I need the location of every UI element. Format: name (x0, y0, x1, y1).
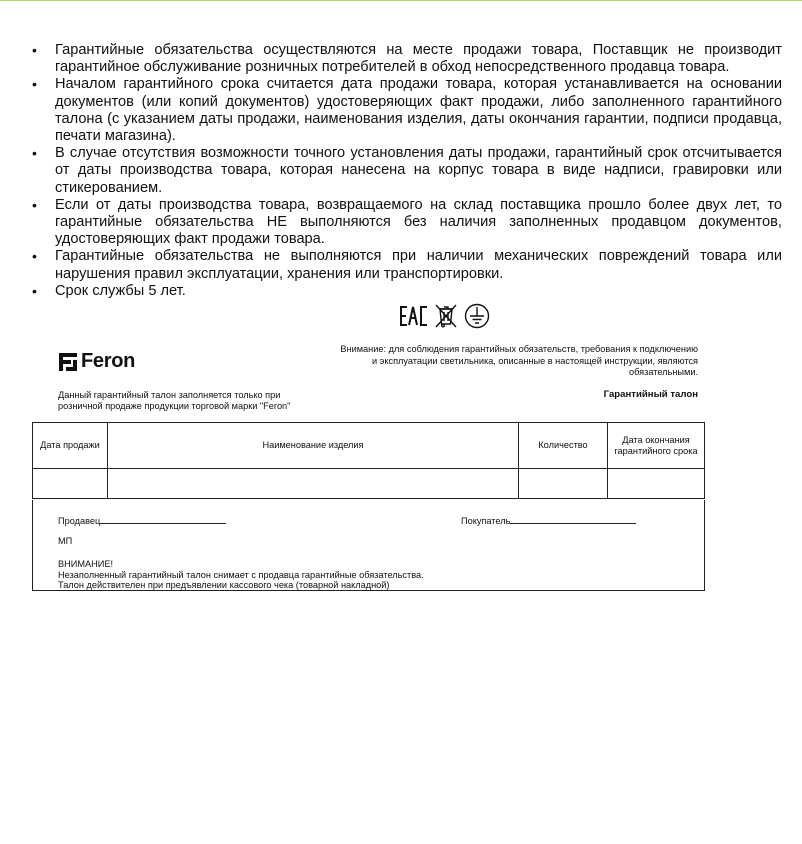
attention-line-2: и эксплуатации светильника, описанные в настоящей инструкции, являются обязательными. (371, 355, 698, 378)
warning-title: ВНИМАНИЕ! (58, 559, 114, 569)
attention-line-1: Внимание: для соблюдения гарантийных обязательств, требования к подключению (340, 344, 698, 354)
list-item: • Гарантийные обязательства не выполняются при наличии механических повреждений товара или нарушения правил эксплуатации, хранения или транспортировки. (28, 248, 782, 282)
seller-signature-line[interactable] (100, 514, 226, 524)
warning-line-1: Незаполненный гарантийный талон снимает с продавца гарантийные обязательства. (58, 569, 424, 580)
header-quantity: Количество (519, 423, 608, 469)
header-sale-date: Дата продажи (33, 423, 108, 469)
header-product-name: Наименование изделия (108, 423, 519, 469)
buyer-label: Покупатель (461, 516, 511, 526)
attention-note (338, 344, 698, 379)
product-name-cell[interactable] (108, 469, 519, 499)
weee-bin-icon (434, 303, 458, 329)
warranty-card-title: Гарантийный талон (603, 389, 698, 400)
certification-marks (400, 302, 490, 330)
warranty-terms-list (28, 42, 782, 300)
feron-logo (58, 350, 135, 373)
logo-name: Feron (81, 350, 136, 372)
warranty-end-date-cell[interactable] (608, 469, 705, 499)
list-item: • Если от даты производства товара, возвращаемого на склад поставщика прошло более двух лет, то гарантийные обязательства НЕ выполняются без наличия заполненных продавцом документов, удостоверяющих факт продажи товара. (28, 197, 782, 249)
list-item: • Гарантийные обязательства осуществляются на месте продажи товара, Поставщик не производит гарантийное обслуживание розничных потребителей в обход непосредственного продавца товара. (28, 42, 782, 76)
stamp-place-label: МП (58, 536, 73, 546)
warranty-table (32, 422, 705, 499)
warning-line-2: Талон действителен при предъявлении кассового чека (товарной накладной) (58, 580, 390, 591)
top-rule (0, 0, 802, 1)
warning-block (58, 559, 424, 591)
protective-earth-icon (464, 303, 490, 329)
eac-mark-icon (400, 305, 428, 327)
list-item: • В случае отсутствия возможности точного установления даты продажи, гарантийный срок отсчитывается от даты производства товара, которая нанесена на корпус товара в виде надписи, гравировки или стикерованием. (28, 145, 782, 197)
list-item: • Началом гарантийного срока считается дата продажи товара, которая устанавливается на основании документов (или копий документов) удостоверяющих факт продажи, либо заполненного гарантийного талона (с указанием даты продажи, наименования изделия, даты окончания гарантии, подписи продавца, печати магазина). (28, 76, 782, 145)
table-row (33, 469, 705, 499)
table-header-row (33, 423, 705, 469)
buyer-signature-line[interactable] (510, 514, 636, 524)
feron-logo-mark-icon (58, 352, 78, 372)
signature-section (32, 500, 705, 591)
header-warranty-end-date: Дата окончания гарантийного срока (608, 423, 705, 469)
sale-date-cell[interactable] (33, 469, 108, 499)
warranty-card-note: Данный гарантийный талон заполняется только при розничной продаже продукции торговой марки "Feron" (58, 390, 291, 412)
list-item: • Срок службы 5 лет. (28, 283, 782, 300)
buyer-field (461, 514, 636, 526)
seller-field (58, 514, 226, 526)
seller-label: Продавец (58, 516, 101, 526)
quantity-cell[interactable] (519, 469, 608, 499)
